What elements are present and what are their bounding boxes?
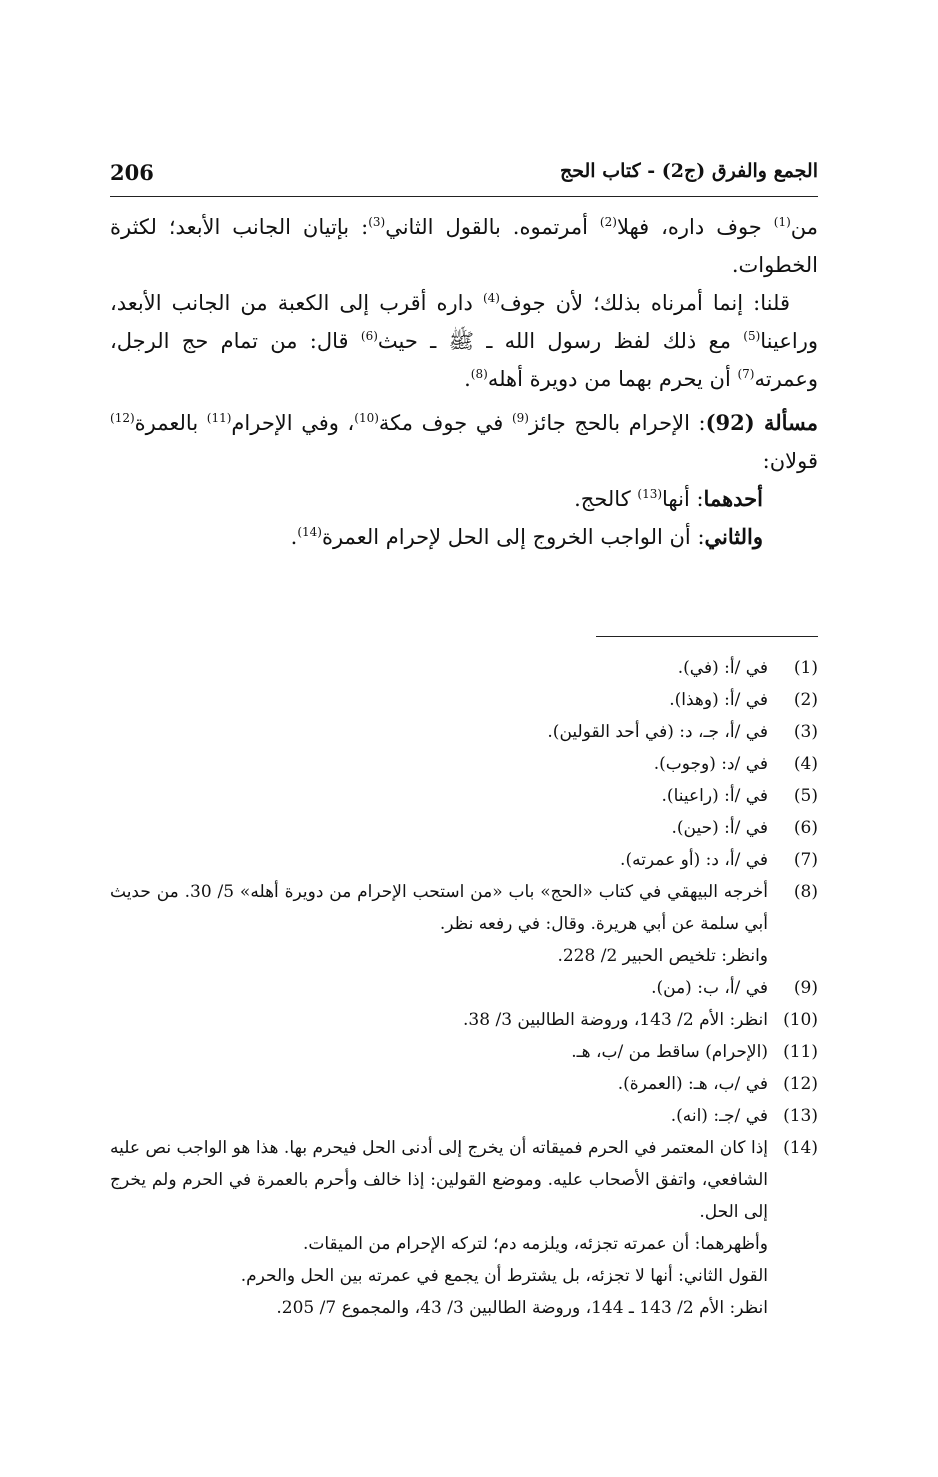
paragraph-second-opinion (110, 518, 818, 556)
footnote-item (110, 716, 818, 748)
footnote-item (110, 844, 818, 876)
running-title: الجمع والفرق (ج2) - كتاب الحج (559, 160, 818, 182)
footnote-item (110, 652, 818, 684)
header-rule (110, 196, 818, 197)
footnote-text: انظر: الأم 2/ 143 ـ 144، وروضة الطالبين 3/ 43، والمجموع 7/ 205. (276, 1298, 768, 1318)
footnote-ref: (12) (110, 411, 135, 425)
footnote-ref: (13) (637, 487, 663, 501)
footnote-item (110, 876, 818, 972)
footnote-text: في /جـ: (انه). (670, 1106, 768, 1126)
footnote-number: (8) (793, 882, 818, 902)
footnote-text: في /ب، هـ: (العمرة). (617, 1074, 768, 1094)
issue-label: مسألة (92) (705, 410, 818, 435)
text-run: . (464, 367, 471, 391)
text-run: أمرتموه. بالقول الثاني (385, 215, 600, 239)
footnote-ref: (3) (368, 215, 386, 229)
footnote-text: في /أ: (في). (677, 658, 768, 678)
paragraph-issue-92 (110, 404, 818, 480)
footnote-ref: (9) (511, 411, 529, 425)
footnote-text: في /د: (وجوب). (653, 754, 768, 774)
footnote-number: (11) (783, 1042, 818, 1062)
text-run: مع ذلك لفظ رسول الله ـ ﷺ ـ حيث (377, 329, 744, 353)
footnote-rule (596, 636, 818, 637)
footnote-text: وانظر: تلخيص الحبير 2/ 228. (557, 946, 768, 966)
footnote-item (110, 1004, 818, 1036)
text-run: أن يحرم بهما من دويرة أهله (487, 367, 738, 391)
footnote-item (110, 1100, 818, 1132)
text-run: : بإتيان الجانب الأبعد؛ لكثرة الخطوات. (110, 215, 818, 277)
footnotes (110, 652, 818, 1324)
page-number: 206 (110, 160, 154, 185)
footnote-ref: (14) (297, 525, 322, 539)
footnote-number: (5) (793, 786, 818, 806)
footnote-text: في /أ: (راعينا). (661, 786, 768, 806)
footnote-item (110, 748, 818, 780)
text-run: قلنا: إنما أمرناه بذلك؛ لأن جوف (499, 291, 790, 315)
footnote-text: وأظهرهما: أن عمرته تجزئه، ويلزمه دم؛ لتركه الإحرام من الميقات. (302, 1234, 768, 1254)
footnote-item (110, 1068, 818, 1100)
footnote-ref: (6) (360, 329, 378, 343)
footnote-item (110, 1036, 818, 1068)
text-run: جوف داره، فهلا (616, 215, 774, 239)
text-run: كالحج. (574, 487, 638, 511)
footnote-number: (9) (793, 978, 818, 998)
text-run: في جوف مكة (378, 411, 512, 435)
footnote-ref: (8) (470, 367, 488, 381)
page-header (110, 160, 818, 192)
text-run: : الإحرام بالحج جائز (528, 411, 706, 435)
footnote-text: انظر: الأم 2/ 143، وروضة الطالبين 3/ 38. (463, 1010, 768, 1030)
footnote-item (110, 780, 818, 812)
footnote-ref: (1) (773, 215, 791, 229)
footnote-number: (4) (793, 754, 818, 774)
text-run: داره أقرب إلى الكعبة من الجانب الأبعد، وراعينا (110, 291, 818, 353)
text-run: : أنها (662, 487, 704, 511)
footnote-text: (الإحرام) ساقط من /ب، هـ. (571, 1042, 768, 1062)
footnote-item (110, 972, 818, 1004)
text-run: . (290, 525, 298, 549)
text-run: من (790, 215, 818, 239)
footnote-text: في /أ: (وهذا). (669, 690, 768, 710)
footnote-ref: (4) (482, 291, 500, 305)
text-run: قال: من تمام حج الرجل، وعمرته (110, 329, 818, 391)
footnote-ref: (5) (743, 329, 761, 343)
footnote-number: (7) (793, 850, 818, 870)
paragraph-first-opinion (110, 480, 818, 518)
footnote-text: في /أ، جـ، د: (في أحد القولين). (547, 722, 768, 742)
footnote-number: (12) (783, 1074, 818, 1094)
main-text (110, 208, 818, 556)
footnote-number: (2) (793, 690, 818, 710)
footnote-ref: (10) (354, 411, 379, 425)
text-run: ، وفي الإحرام (231, 411, 355, 435)
footnote-number: (13) (783, 1106, 818, 1126)
footnote-number: (10) (783, 1010, 818, 1030)
footnote-item (110, 1132, 818, 1324)
footnote-text: في /أ، ب: (من). (651, 978, 768, 998)
text-run: : أن الواجب الخروج إلى الحل لإحرام العمرة (321, 525, 705, 549)
footnote-text: في /أ، د: (أو عمرته). (620, 850, 768, 870)
text-run: بالعمرة (134, 411, 207, 435)
paragraph-1 (110, 208, 818, 284)
first-opinion-label: أحدهما (703, 486, 763, 511)
footnote-item (110, 684, 818, 716)
footnote-text: في /أ: (حين). (671, 818, 768, 838)
footnote-item (110, 812, 818, 844)
footnote-number: (1) (793, 658, 818, 678)
footnote-text: القول الثاني: أنها لا تجزئه، بل يشترط أن يجمع في عمرته بين الحل والحرم. (240, 1266, 768, 1286)
footnote-number: (6) (793, 818, 818, 838)
footnote-number: (14) (783, 1138, 818, 1158)
footnote-number: (3) (793, 722, 818, 742)
paragraph-2 (110, 284, 818, 398)
footnote-text: إذا كان المعتمر في الحرم فميقاته أن يخرج إلى أدنى الحل فيحرم بها. هذا هو الواجب نص عليه الشافعي، واتفق الأصحاب عليه. وموضع القولين: إذا خالف وأحرم بالعمرة في الحرم ولم يخرج إلى الحل. (110, 1138, 768, 1222)
footnote-text: أخرجه البيهقي في كتاب «الحج» باب «من استحب الإحرام من دويرة أهله» 5/ 30. من حديث أبي سلمة عن أبي هريرة. وقال: في رفعه نظر. (110, 882, 769, 934)
footnote-ref: (7) (737, 367, 755, 381)
footnote-ref: (11) (206, 411, 232, 425)
second-opinion-label: والثاني (704, 524, 763, 549)
text-run: قولان: (762, 449, 818, 473)
footnote-ref: (2) (599, 215, 617, 229)
